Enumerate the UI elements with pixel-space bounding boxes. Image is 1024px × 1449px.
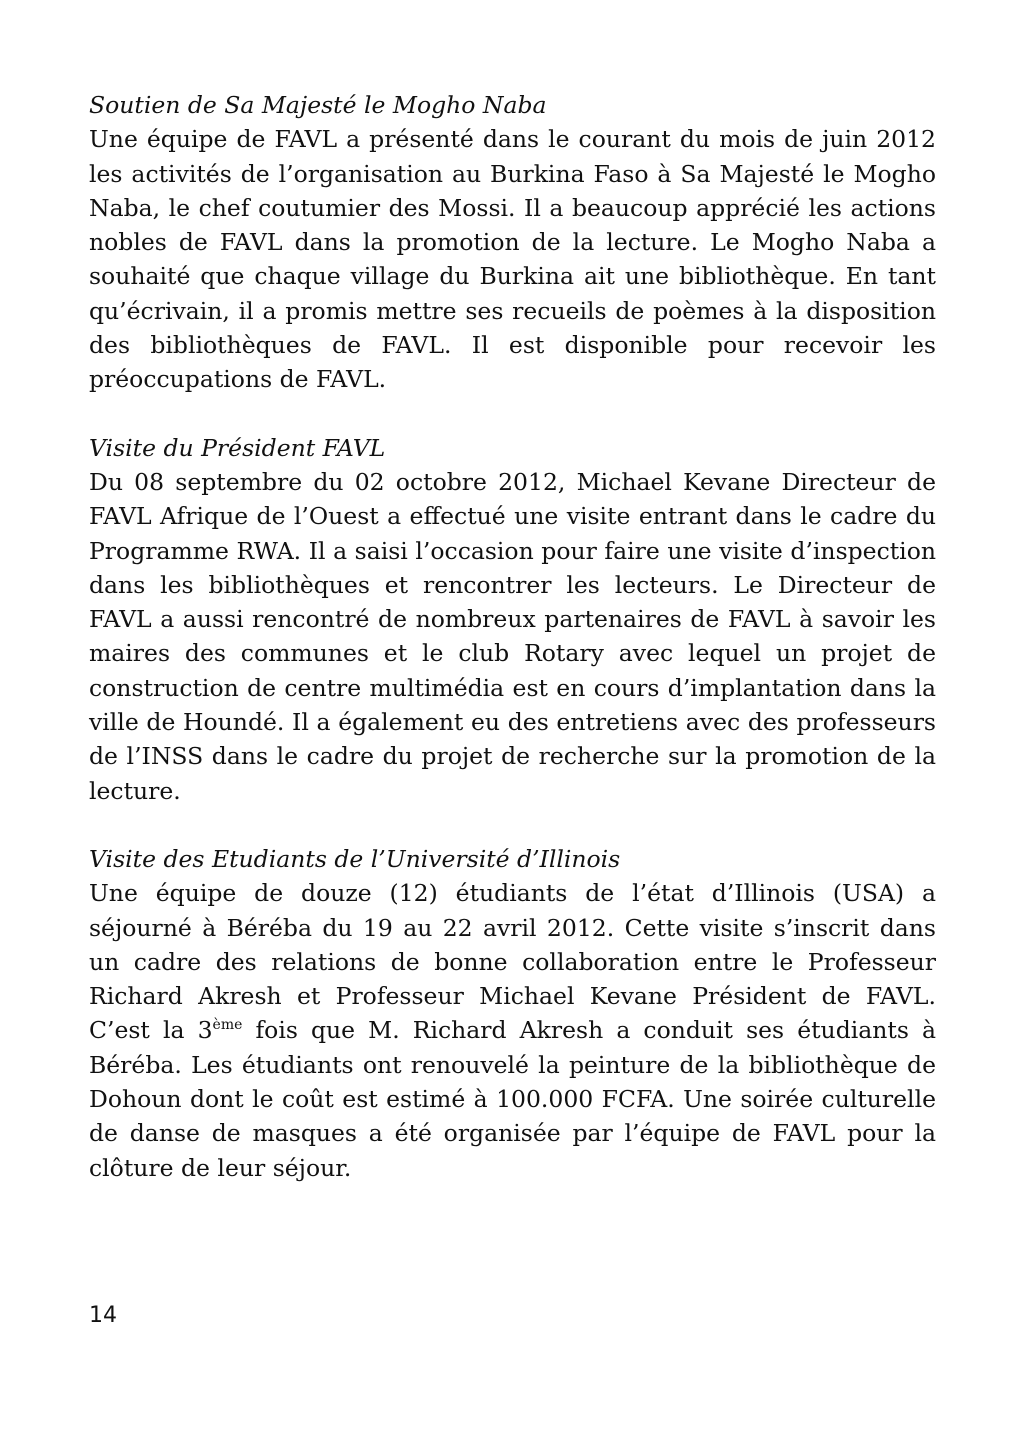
section-body-part2: fois que M. Richard Akresh a conduit ses étudiants à Béréba. Les étudiants ont renouvelé la peinture de la bibliothèque de Dohoun dont le coût est estimé à 100.000 FCFA. Une soirée culturelle de danse de masques a été organisée par l’équipe de FAVL pour la clôture de leur séjour. — [89, 1016, 937, 1182]
section-heading: Visite du Président FAVL — [89, 433, 386, 462]
section-heading: Soutien de Sa Majesté le Mogho Naba — [89, 91, 547, 119]
document-page — [89, 88, 936, 1219]
ordinal-superscript: ème — [212, 1017, 243, 1034]
section-body: Une équipe de FAVL a présenté dans le courant du mois de juin 2012 les activités de l’organisation au Burkina Faso à Sa Majesté le Mogho Naba, le chef coutumier des Mossi. Il a beaucoup apprécié les actions nobles de FAVL dans la promotion de la lecture. Le Mogho Naba a souhaité que chaque village du Burkina ait une bibliothèque. En tant qu’écrivain, il a promis mettre ses recueils de poèmes à la disposition des bibliothèques de FAVL. Il est disponible pour recevoir les préoccupations de FAVL. — [89, 125, 936, 394]
section-body — [89, 876, 936, 1185]
section-body-part1: Une équipe de douze (12) étudiants de l’état d’Illinois (USA) a séjourné à Béréba du 19 au 22 avril 2012. Cette visite s’inscrit dans un cadre des relations de bonne collaboration entre le Professeur Richard Akresh et Professeur Michael Kevane Président de FAVL. C’est la 3 — [89, 879, 936, 1045]
section-mogho-naba — [89, 88, 936, 397]
section-illinois-students — [89, 842, 936, 1185]
page-number: 14 — [89, 1303, 117, 1328]
section-body: Du 08 septembre du 02 octobre 2012, Michael Kevane Directeur de FAVL Afrique de l’Ouest a effectué une visite entrant dans le cadre du Programme RWA. Il a saisi l’occasion pour faire une visite d’inspection dans les bibliothèques et rencontrer les lecteurs. Le Directeur de FAVL a aussi rencontré de nombreux partenaires de FAVL à savoir les maires des communes et le club Rotary avec lequel un projet de construction de centre multimédia est en cours d’implantation dans la ville de Houndé. Il a également eu des entretiens avec des professeurs de l’INSS dans le cadre du projet de recherche sur la promotion de la lecture. — [89, 467, 936, 805]
section-heading: Visite des Etudiants de l’Université d’Illinois — [89, 844, 621, 873]
section-president-visit — [89, 431, 936, 808]
